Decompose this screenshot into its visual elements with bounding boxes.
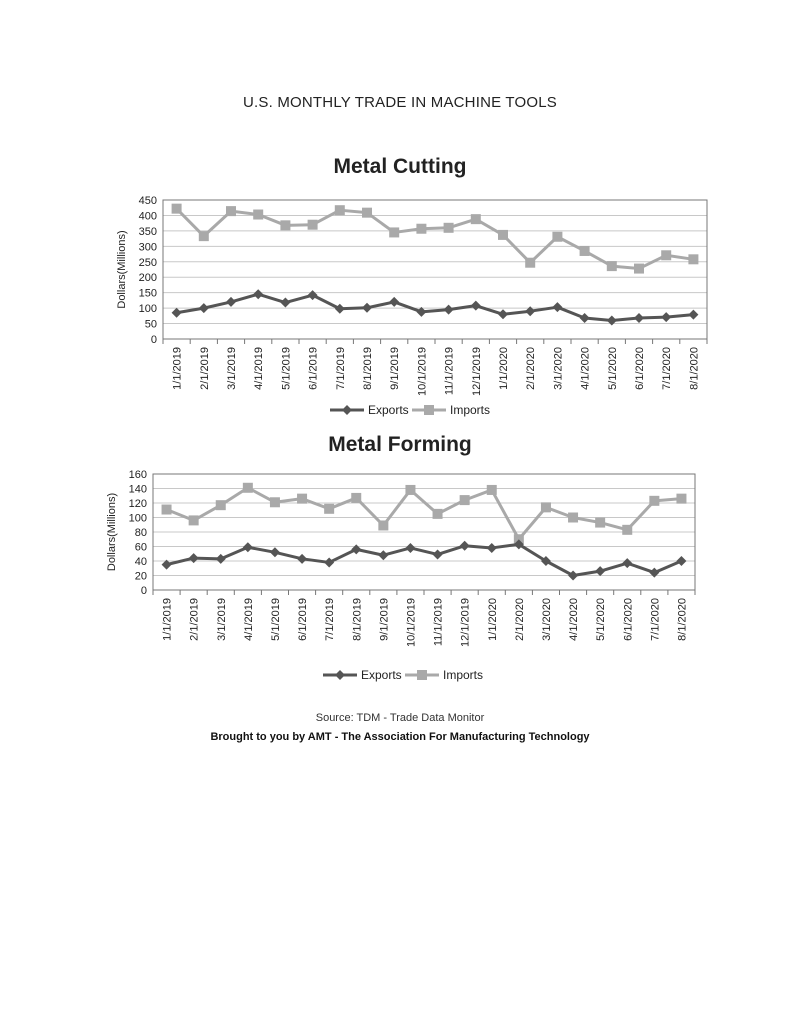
x-tick-label: 12/1/2019 bbox=[459, 598, 472, 647]
exports-data-point bbox=[444, 305, 454, 315]
exports-data-point bbox=[253, 289, 263, 299]
credit-note: Brought to you by AMT - The Association For Manufacturing Technology bbox=[210, 731, 590, 743]
x-tick-label: 4/1/2020 bbox=[579, 347, 592, 390]
y-tick-label: 450 bbox=[138, 195, 157, 207]
exports-data-point bbox=[595, 566, 605, 576]
x-tick-label: 6/1/2019 bbox=[307, 347, 320, 390]
x-tick-label: 8/1/2020 bbox=[676, 598, 689, 641]
exports-data-point bbox=[688, 310, 698, 320]
exports-data-point bbox=[661, 312, 671, 322]
imports-data-point bbox=[525, 258, 535, 268]
x-tick-label: 2/1/2019 bbox=[188, 598, 201, 641]
imports-data-point bbox=[199, 231, 209, 241]
imports-data-point bbox=[487, 485, 497, 495]
legend-imports-marker bbox=[417, 670, 427, 680]
imports-data-point bbox=[335, 205, 345, 215]
y-axis-label: Dollars(Millions) bbox=[116, 230, 128, 309]
imports-data-point bbox=[433, 509, 443, 519]
exports-data-point bbox=[270, 547, 280, 557]
x-tick-label: 2/1/2020 bbox=[525, 347, 538, 390]
exports-data-point bbox=[389, 297, 399, 307]
x-tick-label: 7/1/2020 bbox=[661, 347, 674, 390]
imports-data-point bbox=[162, 505, 172, 515]
x-tick-label: 5/1/2019 bbox=[280, 347, 293, 390]
imports-data-point bbox=[216, 500, 226, 510]
imports-data-point bbox=[568, 513, 578, 523]
x-tick-label: 7/1/2019 bbox=[324, 598, 337, 641]
exports-data-point bbox=[189, 553, 199, 563]
x-tick-label: 3/1/2019 bbox=[226, 347, 238, 390]
y-tick-label: 0 bbox=[140, 585, 147, 597]
x-tick-label: 10/1/2019 bbox=[405, 598, 418, 647]
y-tick-label: 160 bbox=[128, 469, 147, 481]
exports-data-point bbox=[308, 290, 318, 300]
y-tick-label: 0 bbox=[150, 334, 157, 346]
exports-data-point bbox=[433, 549, 443, 559]
imports-data-point bbox=[270, 497, 280, 507]
x-tick-label: 8/1/2019 bbox=[362, 347, 374, 390]
x-tick-label: 8/1/2019 bbox=[351, 598, 364, 641]
exports-series-line bbox=[177, 294, 694, 320]
exports-data-point bbox=[199, 303, 209, 313]
exports-data-point bbox=[487, 543, 497, 553]
imports-data-point bbox=[498, 230, 508, 240]
x-tick-label: 8/1/2020 bbox=[688, 347, 701, 390]
x-tick-label: 1/1/2019 bbox=[161, 598, 174, 641]
x-tick-label: 3/1/2020 bbox=[552, 347, 565, 390]
imports-data-point bbox=[226, 206, 236, 216]
exports-data-point bbox=[649, 568, 659, 578]
x-tick-label: 3/1/2020 bbox=[540, 598, 553, 641]
x-tick-label: 3/1/2019 bbox=[215, 598, 228, 641]
imports-data-point bbox=[389, 227, 399, 237]
legend-exports-label: Exports bbox=[361, 668, 402, 682]
imports-data-point bbox=[649, 496, 659, 506]
page-title: U.S. MONTHLY TRADE IN MACHINE TOOLS bbox=[242, 94, 557, 111]
imports-data-point bbox=[308, 220, 318, 230]
exports-data-point bbox=[634, 313, 644, 323]
x-tick-label: 2/1/2020 bbox=[513, 598, 526, 641]
x-tick-label: 5/1/2020 bbox=[595, 598, 608, 641]
exports-data-point bbox=[378, 550, 388, 560]
y-tick-label: 400 bbox=[138, 210, 157, 223]
metal-cutting-chart bbox=[0, 180, 800, 425]
exports-data-point bbox=[460, 541, 470, 551]
metal-forming-chart bbox=[0, 462, 800, 692]
imports-data-point bbox=[552, 232, 562, 242]
x-tick-label: 1/1/2019 bbox=[171, 347, 184, 390]
imports-data-point bbox=[324, 504, 334, 514]
y-tick-label: 20 bbox=[134, 570, 147, 583]
imports-data-point bbox=[172, 204, 182, 214]
imports-data-point bbox=[622, 525, 632, 535]
legend-imports-marker bbox=[424, 405, 434, 415]
imports-data-point bbox=[253, 210, 263, 220]
y-tick-label: 250 bbox=[138, 256, 157, 269]
imports-data-point bbox=[580, 246, 590, 256]
x-tick-label: 9/1/2019 bbox=[389, 347, 402, 390]
imports-data-point bbox=[444, 223, 454, 233]
exports-data-point bbox=[297, 554, 307, 564]
exports-data-point bbox=[498, 309, 508, 319]
x-tick-label: 6/1/2019 bbox=[297, 598, 310, 641]
y-tick-label: 60 bbox=[134, 541, 147, 554]
y-tick-label: 140 bbox=[128, 483, 147, 496]
x-tick-label: 7/1/2019 bbox=[334, 347, 347, 390]
x-tick-label: 5/1/2019 bbox=[269, 598, 282, 641]
legend-exports-label: Exports bbox=[368, 403, 409, 417]
imports-data-point bbox=[416, 224, 426, 234]
y-tick-label: 100 bbox=[138, 303, 157, 316]
exports-data-point bbox=[324, 557, 334, 567]
x-tick-label: 6/1/2020 bbox=[634, 347, 646, 390]
x-tick-label: 9/1/2019 bbox=[378, 598, 391, 641]
exports-data-point bbox=[552, 302, 562, 312]
imports-data-point bbox=[541, 502, 551, 512]
x-tick-label: 1/1/2020 bbox=[498, 347, 510, 390]
legend-imports-label: Imports bbox=[443, 668, 484, 682]
imports-data-point bbox=[688, 254, 698, 264]
exports-data-point bbox=[405, 543, 415, 553]
exports-data-point bbox=[172, 308, 182, 318]
x-tick-label: 12/1/2019 bbox=[470, 347, 483, 396]
exports-data-point bbox=[226, 297, 236, 307]
source-note: Source: TDM - Trade Data Monitor bbox=[315, 712, 485, 724]
y-tick-label: 350 bbox=[138, 225, 157, 238]
y-tick-label: 300 bbox=[138, 241, 157, 254]
exports-data-point bbox=[216, 554, 226, 564]
y-tick-label: 200 bbox=[138, 272, 157, 285]
imports-data-point bbox=[378, 520, 388, 530]
imports-data-point bbox=[676, 494, 686, 504]
y-axis-label: Dollars(Millions) bbox=[106, 492, 118, 572]
imports-data-point bbox=[405, 485, 415, 495]
y-tick-label: 120 bbox=[128, 498, 147, 510]
x-tick-label: 2/1/2019 bbox=[198, 347, 211, 390]
imports-data-point bbox=[595, 518, 605, 528]
imports-data-point bbox=[280, 220, 290, 230]
metal-cutting-title: Metal Cutting bbox=[333, 155, 467, 178]
x-tick-label: 1/1/2020 bbox=[486, 598, 499, 641]
x-tick-label: 10/1/2019 bbox=[416, 347, 429, 396]
exports-data-point bbox=[362, 303, 372, 313]
exports-data-point bbox=[471, 301, 481, 311]
x-tick-label: 11/1/2019 bbox=[432, 598, 445, 647]
y-tick-label: 80 bbox=[134, 527, 147, 539]
metal-forming-title: Metal Forming bbox=[328, 433, 472, 456]
x-tick-label: 6/1/2020 bbox=[622, 598, 635, 641]
exports-data-point bbox=[335, 304, 345, 314]
exports-data-point bbox=[622, 558, 632, 568]
imports-data-point bbox=[607, 261, 617, 271]
legend-exports-marker bbox=[342, 405, 352, 415]
x-tick-label: 4/1/2019 bbox=[253, 347, 266, 390]
x-tick-label: 11/1/2019 bbox=[443, 347, 456, 396]
imports-data-point bbox=[460, 495, 470, 505]
imports-data-point bbox=[362, 208, 372, 218]
y-tick-label: 100 bbox=[128, 512, 147, 525]
legend-exports-marker bbox=[335, 670, 345, 680]
y-tick-label: 50 bbox=[144, 318, 157, 331]
x-tick-label: 4/1/2019 bbox=[242, 598, 255, 641]
imports-data-point bbox=[189, 515, 199, 525]
imports-data-point bbox=[634, 264, 644, 274]
exports-data-point bbox=[351, 544, 361, 554]
exports-data-point bbox=[580, 313, 590, 323]
exports-data-point bbox=[243, 542, 253, 552]
exports-data-point bbox=[676, 556, 686, 566]
x-tick-label: 4/1/2020 bbox=[568, 598, 581, 641]
imports-data-point bbox=[351, 493, 361, 503]
imports-data-point bbox=[661, 250, 671, 260]
exports-data-point bbox=[280, 298, 290, 308]
x-tick-label: 5/1/2020 bbox=[606, 347, 619, 390]
x-tick-label: 7/1/2020 bbox=[649, 598, 662, 641]
legend-imports-label: Imports bbox=[450, 403, 491, 417]
imports-data-point bbox=[243, 483, 253, 493]
imports-data-point bbox=[471, 214, 481, 224]
y-tick-label: 150 bbox=[138, 287, 157, 300]
imports-data-point bbox=[297, 494, 307, 504]
y-tick-label: 40 bbox=[134, 556, 147, 568]
